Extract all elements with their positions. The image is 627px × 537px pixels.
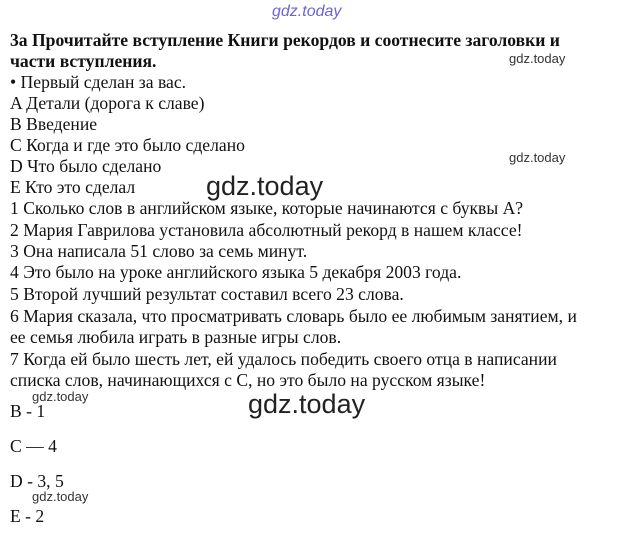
watermark: gdz.today bbox=[509, 150, 566, 165]
part-item: 4 Это было на уроке английского языка 5 декабря 2003 года. bbox=[10, 262, 462, 282]
heading-item: B Введение bbox=[10, 114, 98, 134]
part-item: 5 Второй лучший результат составил всего 23 слова. bbox=[10, 284, 404, 304]
heading-item: D Что было сделано bbox=[10, 156, 162, 176]
part-item-cont: списка слов, начинающихся с С, но это было на русском языке! bbox=[10, 370, 486, 390]
answer-item: E - 2 bbox=[10, 506, 45, 526]
task-title: 3a Прочитайте вступление Книги рекордов и соотнесите заголовки и bbox=[10, 30, 560, 50]
answer-item: B - 1 bbox=[10, 401, 46, 421]
watermark: gdz.today bbox=[509, 51, 566, 66]
part-item: 3 Она написала 51 слово за семь минут. bbox=[10, 241, 308, 261]
part-item-cont: ее семья любила играть в разные игры слов. bbox=[10, 327, 342, 347]
task-title-cont: части вступления. bbox=[10, 51, 157, 71]
heading-item: C Когда и где это было сделано bbox=[10, 135, 245, 155]
answer-item: D - 3, 5 bbox=[10, 471, 64, 491]
heading-item: E Кто это сделал bbox=[10, 177, 136, 197]
task-note: • Первый сделан за вас. bbox=[10, 72, 187, 92]
part-item: 6 Мария сказала, что просматривать словарь было ее любимым занятием, и bbox=[10, 306, 577, 326]
heading-item: A Детали (дорога к славе) bbox=[10, 93, 205, 113]
watermark-top: gdz.today bbox=[272, 3, 342, 20]
watermark-large: gdz.today bbox=[206, 171, 324, 201]
part-item: 2 Мария Гаврилова установила абсолютный рекорд в нашем классе! bbox=[10, 220, 523, 240]
part-item: 7 Когда ей было шесть лет, ей удалось победить своего отца в написании bbox=[10, 349, 557, 369]
answer-item: C — 4 bbox=[10, 436, 57, 456]
watermark: gdz.today bbox=[32, 489, 89, 504]
part-item: 1 Сколько слов в английском языке, которые начинаются с буквы А? bbox=[10, 198, 524, 218]
watermark-large: gdz.today bbox=[248, 389, 366, 419]
watermark: gdz.today bbox=[32, 389, 89, 404]
